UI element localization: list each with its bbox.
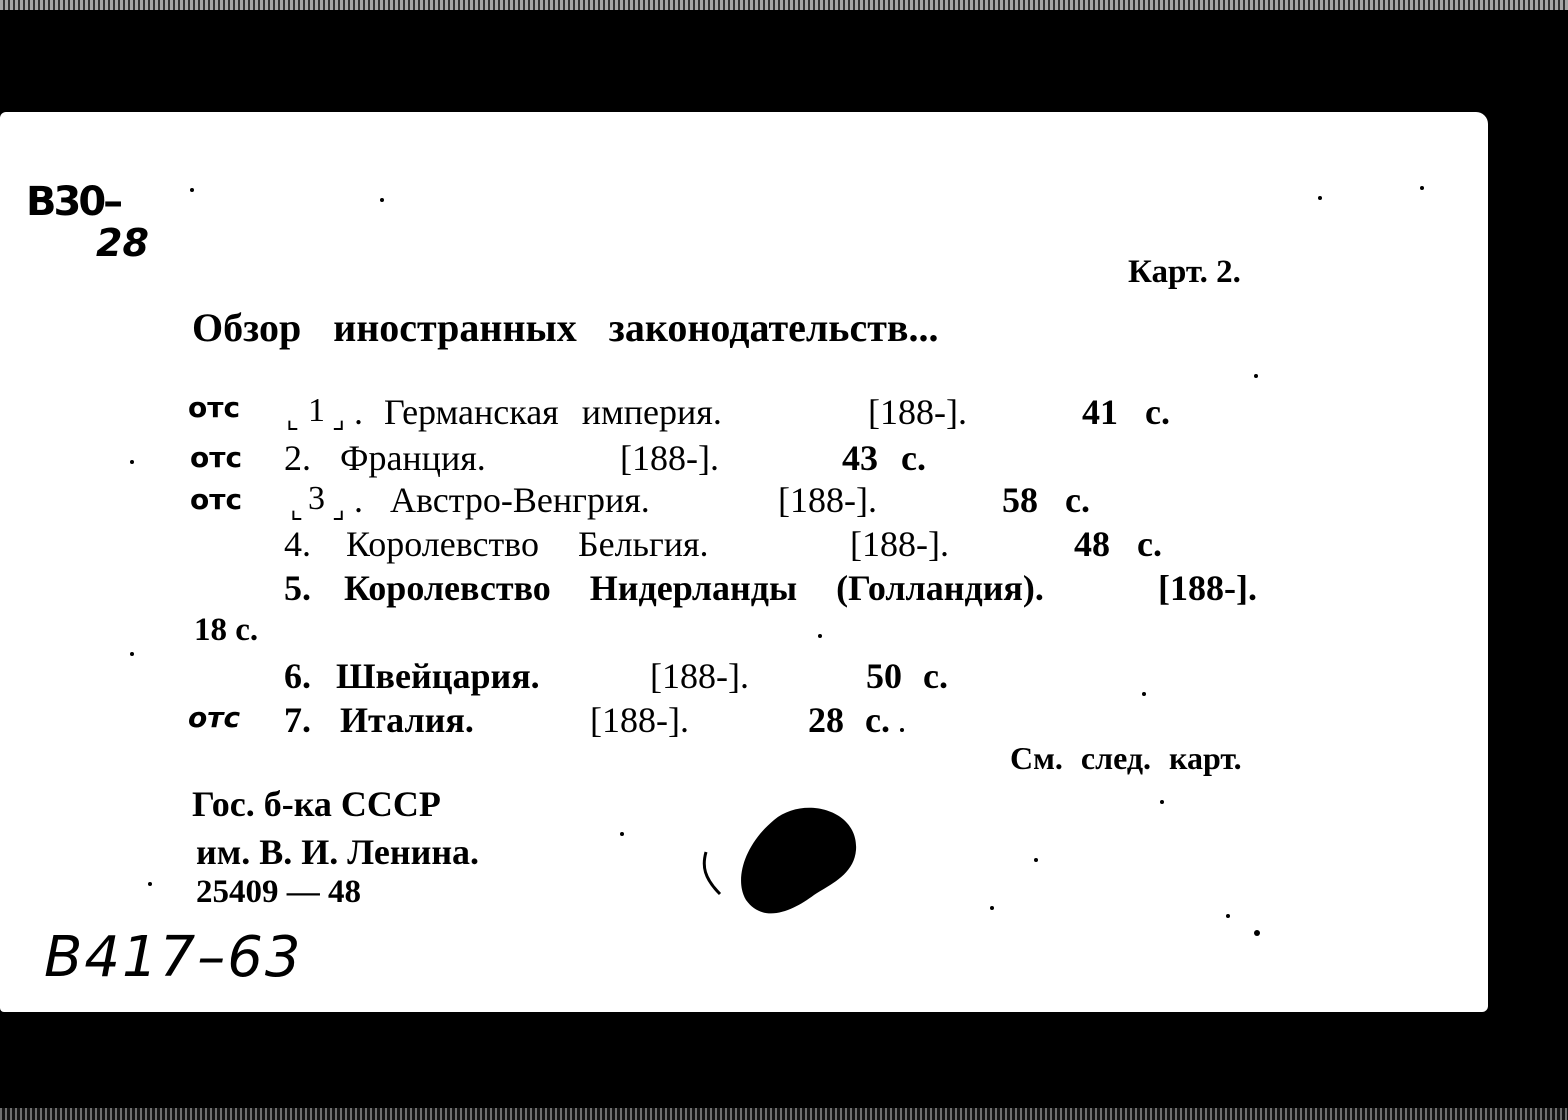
- speck: [1254, 374, 1258, 378]
- speck: [1142, 692, 1146, 696]
- entry-2-pages: 43 с.: [842, 438, 926, 478]
- entry-5-name: Королевство Нидерланды (Голландия).: [344, 568, 1044, 608]
- entry-3-bracket-left: ⌞: [290, 494, 304, 525]
- speck: [1420, 186, 1424, 190]
- library-line-1: Гос. б-ка СССР: [192, 784, 441, 824]
- library-line-3: 25409 — 48: [196, 874, 361, 910]
- entry-2-name: Франция.: [340, 438, 486, 478]
- entry-3-name: Австро-Венгрия.: [390, 480, 650, 520]
- catalog-card: [0, 112, 1488, 1012]
- speck: [1254, 930, 1260, 936]
- speck: [900, 728, 904, 732]
- card-punch-hole: [734, 800, 864, 930]
- card-title-text: Обзор иностранных законодательств...: [192, 305, 939, 350]
- entry-7-number: 7.: [284, 700, 311, 740]
- speck: [380, 198, 384, 202]
- entry-4-pages: 48 с.: [1074, 524, 1162, 564]
- entry-7-date: [188-].: [590, 700, 689, 740]
- entry-3-pages: 58 с.: [1002, 480, 1090, 520]
- entry-3-status-mark: отс: [190, 483, 243, 516]
- entry-2-number: 2.: [284, 438, 311, 478]
- shelfmark-top: В30–: [26, 179, 121, 225]
- entry-1-pages: 41 с.: [1082, 392, 1170, 432]
- entry-7-status-mark: отс: [188, 701, 241, 734]
- card-title: [192, 305, 939, 350]
- entry-6-pages: 50 с.: [866, 656, 948, 696]
- library-line-2: им. В. И. Ленина.: [196, 832, 480, 872]
- entry-5-date: [188-].: [1158, 568, 1257, 608]
- speck: [1318, 196, 1322, 200]
- entry-4-number: 4.: [284, 524, 311, 564]
- entry-1-number: 1: [308, 392, 325, 429]
- scan-bottom-edge: [0, 1108, 1568, 1120]
- speck: [620, 832, 624, 836]
- speck: [990, 906, 994, 910]
- card-number-label: Карт. 2.: [1128, 254, 1241, 290]
- continued-note: См. след. карт.: [1010, 740, 1242, 776]
- entry-5-number: 5.: [284, 568, 311, 608]
- entry-3-dot: .: [354, 480, 363, 520]
- entry-6-number: 6.: [284, 656, 311, 696]
- entry-1-bracket-right: ⌟: [332, 404, 346, 435]
- speck: [190, 188, 194, 192]
- entry-1-dot: .: [354, 392, 363, 432]
- entry-1-name: Германская империя.: [384, 392, 722, 432]
- entry-4-date: [188-].: [850, 524, 949, 564]
- speck: [1226, 914, 1230, 918]
- speck: [1160, 800, 1164, 804]
- handwritten-call-code: В417–63: [44, 925, 303, 990]
- speck: [130, 460, 134, 464]
- shelfmark-bottom: 28: [96, 221, 149, 265]
- card-mark-stroke: [698, 848, 728, 898]
- entry-3-date: [188-].: [778, 480, 877, 520]
- entry-6-name: Швейцария.: [336, 656, 540, 696]
- scan-top-edge: [0, 0, 1568, 10]
- entry-1-status-mark: отс: [188, 391, 241, 424]
- entry-1-bracket-left: ⌞: [286, 404, 300, 435]
- speck: [818, 634, 822, 638]
- entry-7-name: Италия.: [340, 700, 474, 740]
- entry-7-pages: 28 с.: [808, 700, 890, 740]
- entry-2-status-mark: отс: [190, 441, 243, 474]
- entry-1-date: [188-].: [868, 392, 967, 432]
- entry-3-number: 3: [308, 480, 325, 517]
- entry-5-pages: 18 с.: [194, 612, 259, 648]
- entry-4-name: Королевство Бельгия.: [346, 524, 709, 564]
- entry-3-bracket-right: ⌟: [332, 494, 346, 525]
- entry-6-date: [188-].: [650, 656, 749, 696]
- entry-2-date: [188-].: [620, 438, 719, 478]
- speck: [1034, 858, 1038, 862]
- speck: [130, 652, 134, 656]
- speck: [148, 882, 152, 886]
